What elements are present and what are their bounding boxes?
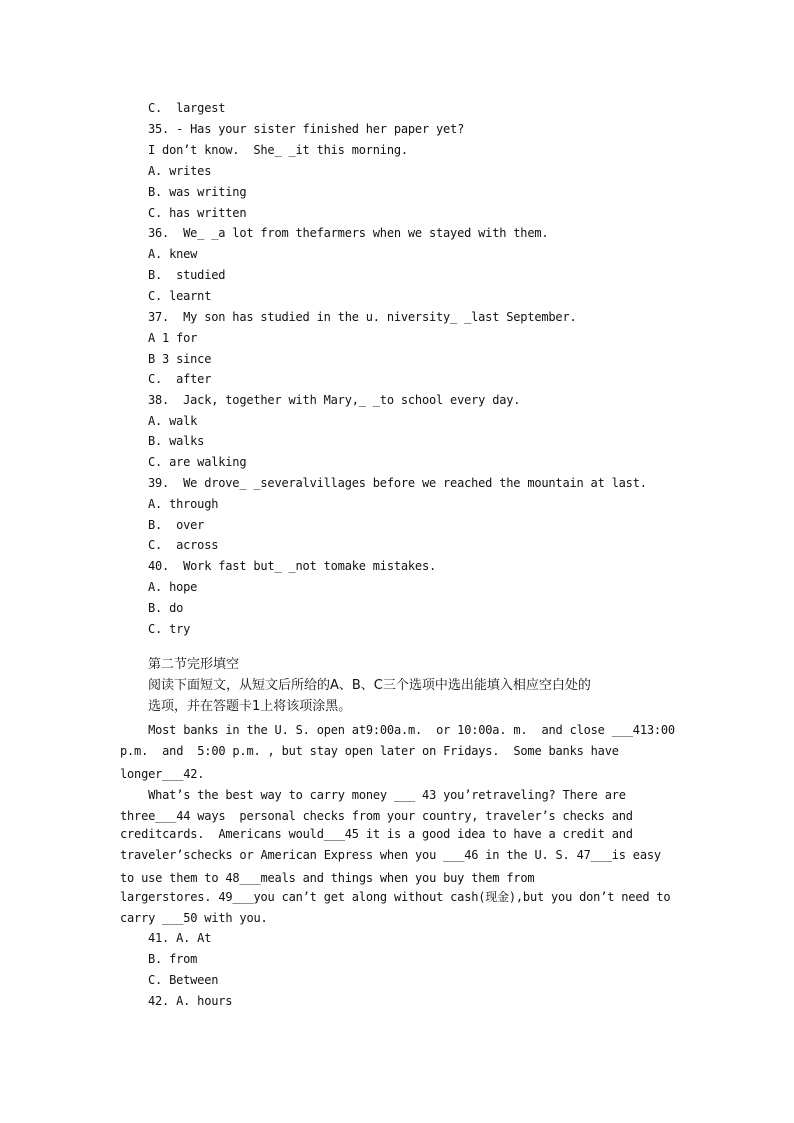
option-line: B. walks xyxy=(148,434,205,448)
question-line: 35. - Has your sister finished her paper yet? xyxy=(148,122,465,136)
option-line: A 1 for xyxy=(148,331,198,345)
passage-line: What’s the best way to carry money ___ 43 you’retraveling? There are xyxy=(120,788,626,802)
option-line: B. over xyxy=(148,518,205,532)
option-line: B 3 since xyxy=(148,352,212,366)
option-line: A. knew xyxy=(148,247,198,261)
passage-line: largerstores. 49___you can’t get along without cash(现金),but you don’t need to xyxy=(120,890,671,904)
option-line: C. are walking xyxy=(148,455,247,469)
option-line: A. walk xyxy=(148,414,198,428)
passage-line: three___44 ways personal checks from your country, traveler’s checks and xyxy=(120,809,633,823)
option-line: C. largest xyxy=(148,101,226,115)
option-line: B. studied xyxy=(148,268,226,282)
passage-line: longer___42. xyxy=(120,767,205,781)
option-line: C. has written xyxy=(148,206,247,220)
option-line: B. do xyxy=(148,601,184,615)
passage-line: Most banks in the U. S. open at9:00a.m. or 10:00a. m. and close ___413:00 xyxy=(120,723,675,737)
option-line: C. across xyxy=(148,538,219,552)
question-line: 39. We drove_ _severalvillages before we reached the mountain at last. xyxy=(148,476,647,490)
passage-line: carry ___50 with you. xyxy=(120,911,268,925)
option-line: B. from xyxy=(148,952,198,966)
option-line: A. through xyxy=(148,497,219,511)
option-line: C. learnt xyxy=(148,289,212,303)
option-line: C. try xyxy=(148,622,191,636)
option-line: A. writes xyxy=(148,164,212,178)
option-line: B. was writing xyxy=(148,185,247,199)
passage-line: to use them to 48___meals and things when you buy them from xyxy=(120,871,535,885)
option-line: C. Between xyxy=(148,973,219,987)
question-line: 37. My son has studied in the u. niversity_ _last September. xyxy=(148,310,577,324)
instructions-line: 选项，并在答题卡1上将该项涂黑。 xyxy=(148,699,352,714)
passage-line: traveler’schecks or American Express when you ___46 in the U. S. 47___is easy xyxy=(120,848,661,862)
question-line: 40. Work fast but_ _not tomake mistakes. xyxy=(148,559,437,573)
option-line: C. after xyxy=(148,372,212,386)
question-line: 36. We_ _a lot from thefarmers when we stayed with them. xyxy=(148,226,549,240)
option-line: 41. A. At xyxy=(148,931,212,945)
question-line: I don’t know. She_ _it this morning. xyxy=(148,143,408,157)
option-line: 42. A. hours xyxy=(148,994,233,1008)
section-title: 第二节完形填空 xyxy=(148,657,240,672)
passage-line: creditcards. Americans would___45 it is a good idea to have a credit and xyxy=(120,827,633,841)
passage-line: p.m. and 5:00 p.m. , but stay open later on Fridays. Some banks have xyxy=(120,744,619,758)
instructions-line: 阅读下面短文，从短文后所给的A、B、C三个选项中选出能填入相应空白处的 xyxy=(148,678,591,693)
option-line: A. hope xyxy=(148,580,198,594)
question-line: 38. Jack, together with Mary,_ _to school every day. xyxy=(148,393,521,407)
